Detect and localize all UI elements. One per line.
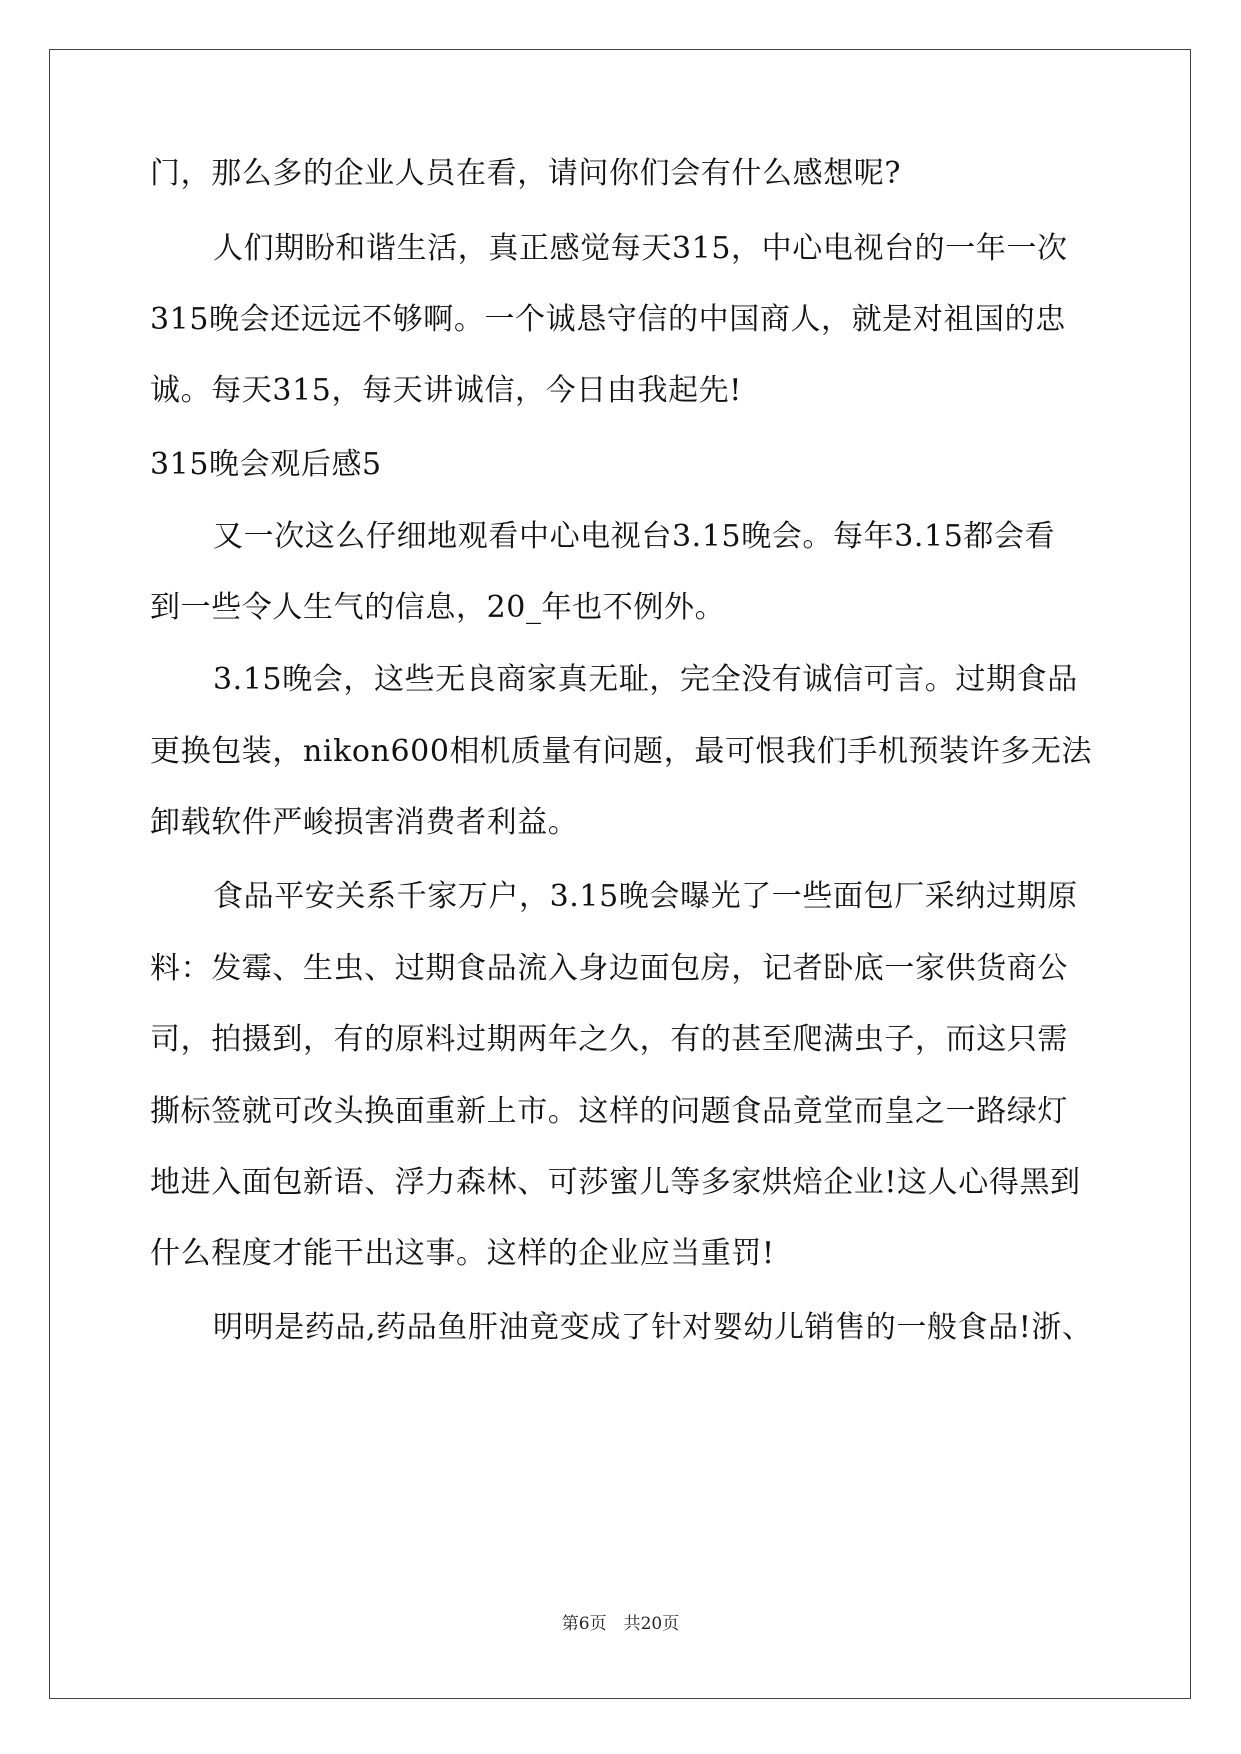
page-border <box>49 49 1191 1699</box>
text-line: 卸载软件严峻损害消费者利益。 <box>150 805 579 840</box>
text-line: 撕标签就可改头换面重新上市。这样的问题食品竟堂而皇之一路绿灯 <box>150 1094 1068 1129</box>
paragraph-start: 人们期盼和谐生活，真正感觉每天315，中心电视台的一年一次 <box>213 231 1068 266</box>
text-line: 地进入面包新语、浮力森林、可莎蜜儿等多家烘焙企业!这人心得黑到 <box>150 1165 1081 1200</box>
text-line: 315晚会还远远不够啊。一个诚恳守信的中国商人，就是对祖国的忠 <box>150 302 1066 337</box>
text-line: 门，那么多的企业人员在看，请问你们会有什么感想呢? <box>150 156 902 191</box>
paragraph-start: 3.15晚会，这些无良商家真无耻，完全没有诚信可言。过期食品 <box>213 662 1078 697</box>
text-line: 到一些令人生气的信息，20_年也不例外。 <box>150 590 726 625</box>
paragraph-start: 又一次这么仔细地观看中心电视台3.15晚会。每年3.15都会看 <box>213 519 1056 554</box>
section-heading: 315晚会观后感5 <box>150 447 382 482</box>
text-line: 料：发霉、生虫、过期食品流入身边面包房，记者卧底一家供货商公 <box>150 951 1068 986</box>
paragraph-start: 食品平安关系千家万户，3.15晚会曝光了一些面包厂采纳过期原 <box>213 879 1078 914</box>
page-footer: 第6页 共20页 <box>561 1614 680 1634</box>
text-line: 司，拍摄到，有的原料过期两年之久，有的甚至爬满虫子，而这只需 <box>150 1022 1068 1057</box>
text-line: 什么程度才能干出这事。这样的企业应当重罚! <box>150 1236 775 1271</box>
text-line: 更换包装，nikon600相机质量有问题，最可恨我们手机预装许多无法 <box>150 734 1093 769</box>
text-line: 诚。每天315，每天讲诚信，今日由我起先! <box>150 373 742 408</box>
paragraph-start: 明明是药品,药品鱼肝油竟变成了针对婴幼儿销售的一般食品!浙、 <box>213 1310 1093 1345</box>
